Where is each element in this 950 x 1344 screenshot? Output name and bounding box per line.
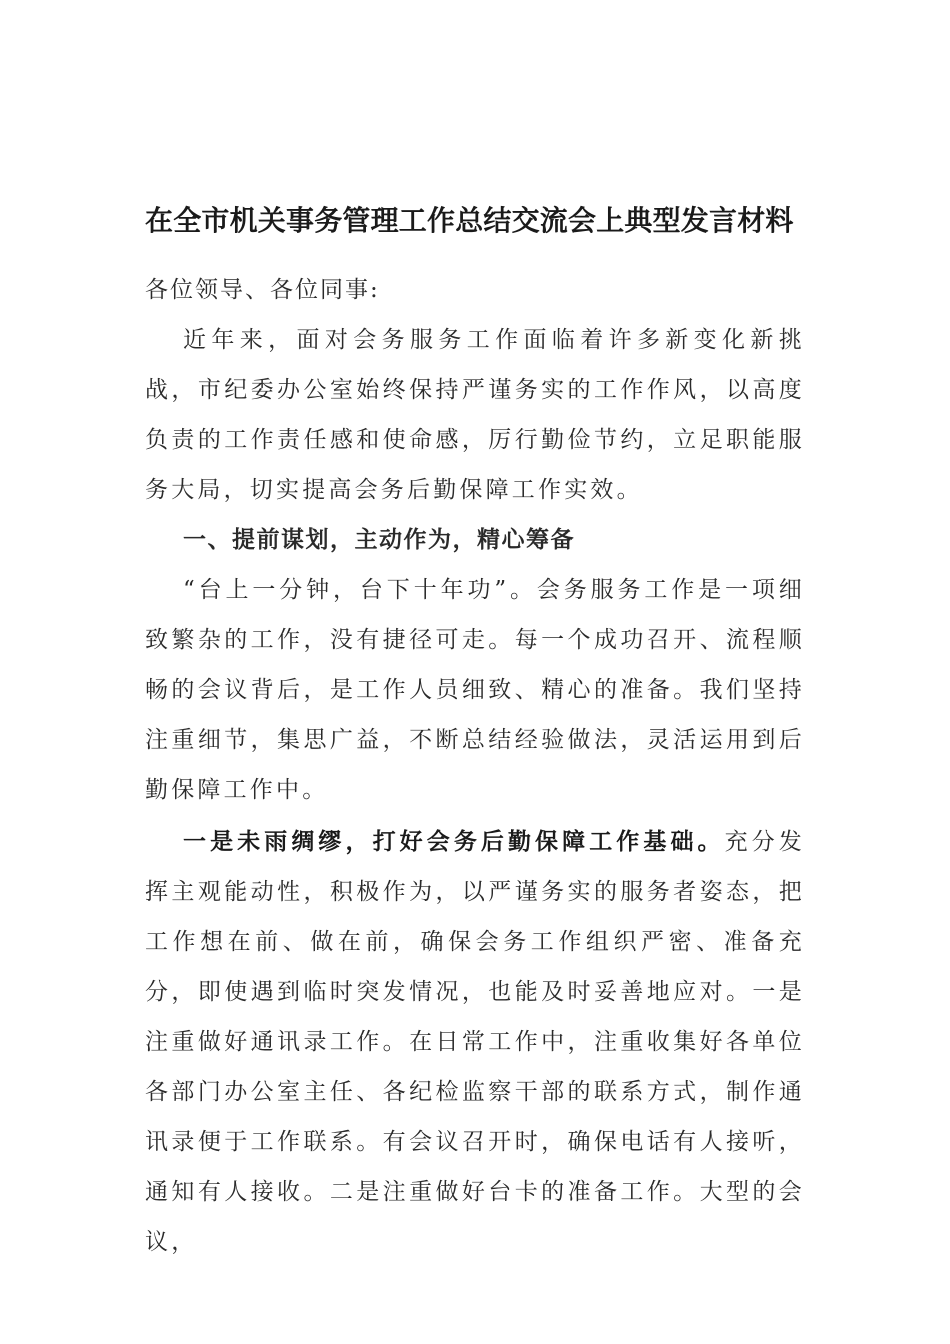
point-one-body: 充分发挥主观能动性，积极作为，以严谨务实的服务者姿态，把工作想在前、做在前，确保会务工作组织严密、准备充分，即使遇到临时突发情况，也能及时妥善地应对。一是注重做好通讯录工作。在日常工作中，注重收集好各单位各部门办公室主任、各纪检监察干部的联系方式，制作通讯录便于工作联系。有会议召开时，确保电话有人接听，通知有人接收。二是注重做好台卡的准备工作。大型的会议， (145, 829, 806, 1255)
salutation: 各位领导、各位同事: (145, 277, 380, 303)
section-heading: 一、提前谋划，主动作为，精心筹备 (183, 527, 575, 553)
document-body (145, 265, 805, 1267)
document-title: 在全市机关事务管理工作总结交流会上典型发言材料 (145, 204, 794, 237)
paragraph-point-one (145, 817, 805, 1267)
paragraph-intro: 近年来，面对会务服务工作面临着许多新变化新挑战，市纪委办公室始终保持严谨务实的工作作风，以高度负责的工作责任感和使命感，厉行勤俭节约，立足职能服务大局，切实提高会务后勤保障工作实效。 (145, 327, 805, 503)
paragraph-section-intro: “台上一分钟，台下十年功”。会务服务工作是一项细致繁杂的工作，没有捷径可走。每一个成功召开、流程顺畅的会议背后，是工作人员细致、精心的准备。我们坚持注重细节，集思广益，不断总结经验做法，灵活运用到后勤保障工作中。 (145, 577, 805, 803)
point-one-lead: 一是未雨绸缪，打好会务后勤保障工作基础。 (183, 828, 725, 855)
